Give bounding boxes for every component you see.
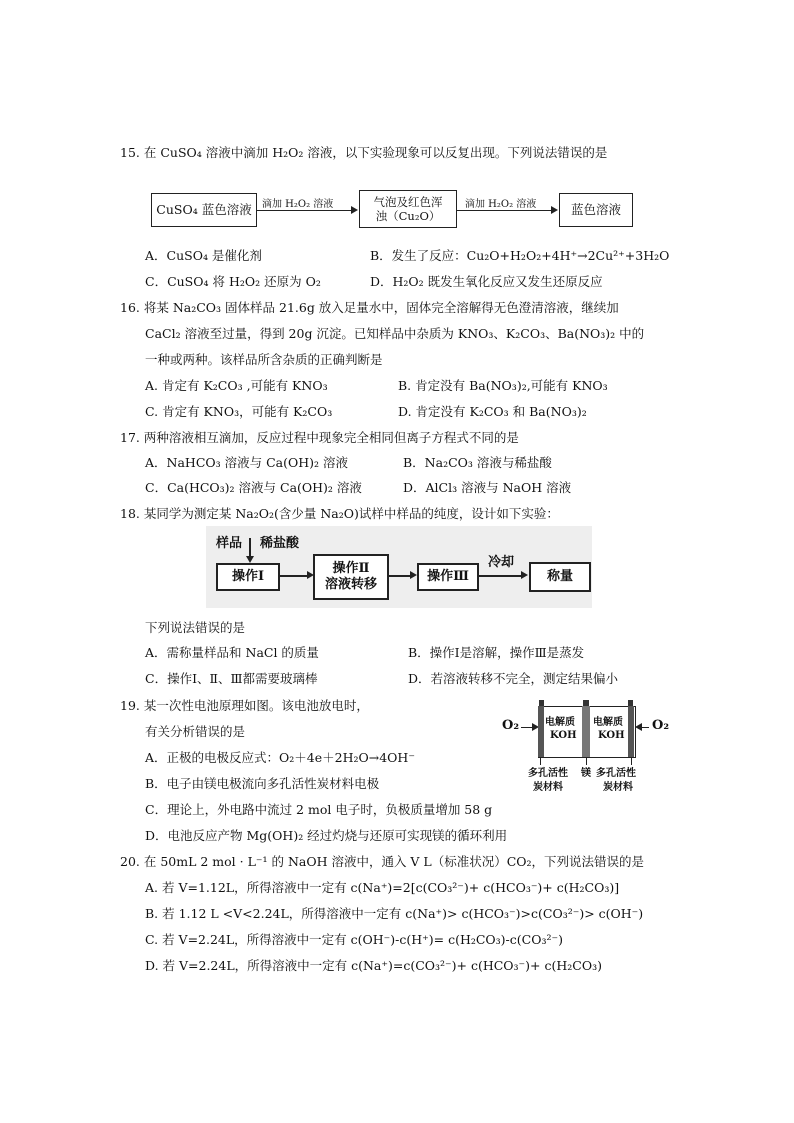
q19-electrolyte-right-2: KOH [598,730,625,741]
q16-option-c: C. 肯定有 KNO₃，可能有 K₂CO₃ [145,404,333,419]
q20-option-b: B. 若 1.12 L <V<2.24L，所得溶液中一定有 c(Na⁺)> c(HCO₃⁻)>c(CO₃²⁻)> c(OH⁻) [145,906,644,921]
q19-carbon-right [628,706,634,757]
q18-down-line [249,538,251,556]
q19-electrolyte-left-1: 电解质 [545,717,575,728]
q19-o2-left: O₂ [502,718,520,733]
q17-option-d: D．AlCl₃ 溶液与 NaOH 溶液 [403,480,572,495]
q17-stem: 17. 两种溶液相互滴加，反应过程中现象完全相同但离子方程式不同的是 [120,430,519,445]
q18-intro: 下列说法错误的是 [145,620,246,635]
q16-option-a: A. 肯定有 K₂CO₃ ,可能有 KNO₃ [145,378,328,393]
q17-option-c: C．Ca(HCO₃)₂ 溶液与 Ca(OH)₂ 溶液 [145,480,362,495]
q16-line1: 16. 将某 Na₂CO₃ 固体样品 21.6g 放入足量水中，固体完全溶解得无色澄清溶液，继续加 [120,300,619,315]
q15-box2-line1: 气泡及红色浑 [373,194,443,209]
q15-arrow2-head [551,206,558,214]
q19-carbon-left [538,706,544,757]
q15-arrow2 [456,210,551,211]
q15-box2-line2: 浊（Cu₂O） [375,209,441,223]
q19-option-a: A．正极的电极反应式：O₂＋4e＋2H₂O→4OH⁻ [145,750,415,765]
q16-option-b: B. 肯定没有 Ba(NO₃)₂,可能有 KNO₃ [398,378,608,393]
q18-option-d: D．若溶液转移不完全，测定结果偏小 [408,671,619,686]
q19-o2-right: O₂ [652,718,670,733]
q15-box-bubbles [359,190,457,228]
q19-mg-label: 镁 [581,768,591,779]
q18-cool: 冷却 [488,555,515,570]
q18-stem: 18. 某同学为测定某 Na₂O₂(含少量 Na₂O)试样中样品的纯度，设计如下实验： [120,506,559,521]
q19-option-b: B．电子由镁电极流向多孔活性炭材料电极 [145,776,380,791]
q15-arrow1 [256,210,351,211]
q20-option-d: D. 若 V=2.24L，所得溶液中一定有 c(Na⁺)=c(CO₃²⁻)+ c(HCO₃⁻)+ c(H₂CO₃) [145,958,602,973]
q15-arrow2-label: 滴加 H₂O₂ 溶液 [465,199,537,210]
q16-line2: CaCl₂ 溶液至过量，得到 20g 沉淀。已知样品中杂质为 KNO₃、K₂CO₃、Ba(NO₃)₂ 中的 [145,326,645,341]
q18-option-a: A．需称量样品和 NaCl 的质量 [145,645,319,660]
q19-line1: 19. 某一次性电池原理如图。该电池放电时， [120,698,369,713]
q20-option-c: C. 若 V=2.24L，所得溶液中一定有 c(OH⁻)-c(H⁺)= c(H₂CO₃)-c(CO₃²⁻) [145,932,563,947]
q19-option-d: D．电池反应产物 Mg(OH)₂ 经过灼烧与还原可实现镁的循环利用 [145,828,508,843]
q18-label-acid: 稀盐酸 [260,536,300,551]
q18-op2-line2: 溶液转移 [324,577,377,592]
q16-option-d: D. 肯定没有 K₂CO₃ 和 Ba(NO₃)₂ [398,404,587,419]
q18-arrow2 [387,575,410,577]
q19-line2: 有关分析错误的是 [145,724,246,739]
q15-option-d: D．H₂O₂ 既发生氧化反应又发生还原反应 [370,274,603,289]
q17-option-a: A．NaHCO₃ 溶液与 Ca(OH)₂ 溶液 [145,455,348,470]
q18-weigh: 称量 [529,562,591,592]
q15-arrow1-head [351,206,358,214]
q19-electrolyte-right-1: 电解质 [593,717,623,728]
q19-mg-electrode [582,706,590,757]
q19-carbon-left-1: 多孔活性 [528,768,568,779]
q16-line3: 一种或两种。该样品所含杂质的正确判断是 [145,352,383,367]
q15-box-cuso4: CuSO₄ 蓝色溶液 [151,193,257,227]
q19-o2-right-head [635,723,642,731]
q15-option-c: C．CuSO₄ 将 H₂O₂ 还原为 O₂ [145,274,321,289]
q15-stem: 15. 在 CuSO₄ 溶液中滴加 H₂O₂ 溶液，以下实验现象可以反复出现。下列说法错误的是 [120,145,608,160]
q18-option-c: C．操作Ⅰ、Ⅱ、Ⅲ都需要玻璃棒 [145,671,318,686]
q18-down-head [246,556,254,563]
q19-electrolyte-left-2: KOH [550,730,577,741]
q18-op2-line1: 操作Ⅱ [332,560,370,576]
q18-op3: 操作Ⅲ [417,563,479,591]
q19-option-c: C．理论上，外电路中流过 2 mol 电子时，负极质量增加 58 g [145,802,493,817]
q18-op1: 操作Ⅰ [216,563,280,591]
q17-option-b: B．Na₂CO₃ 溶液与稀盐酸 [403,455,552,470]
q15-box-blue: 蓝色溶液 [559,193,633,227]
q15-option-a: A．CuSO₄ 是催化剂 [145,248,262,263]
q19-carbon-right-1: 多孔活性 [596,768,636,779]
q18-arrow3-head [521,571,528,579]
q18-arrow2-head [410,571,417,579]
q18-op2 [313,554,389,600]
q15-arrow1-label: 滴加 H₂O₂ 溶液 [262,199,334,210]
q18-label-sample: 样品 [216,536,243,551]
q15-option-b: B．发生了反应：Cu₂O+H₂O₂+4H⁺→2Cu²⁺+3H₂O [370,248,670,263]
q19-carbon-left-2: 炭材料 [533,782,563,793]
q18-option-b: B．操作Ⅰ是溶解，操作Ⅲ是蒸发 [408,645,585,660]
q20-option-a: A. 若 V=1.12L，所得溶液中一定有 c(Na⁺)=2[c(CO₃²⁻)+ c(HCO₃⁻)+ c(H₂CO₃)] [145,880,620,895]
q19-carbon-right-2: 炭材料 [603,782,633,793]
q18-arrow1 [278,575,307,577]
q18-arrow3 [477,575,521,577]
q20-stem: 20. 在 50mL 2 mol · L⁻¹ 的 NaOH 溶液中，通入 V L（标准状况）CO₂，下列说法错误的是 [120,854,645,869]
